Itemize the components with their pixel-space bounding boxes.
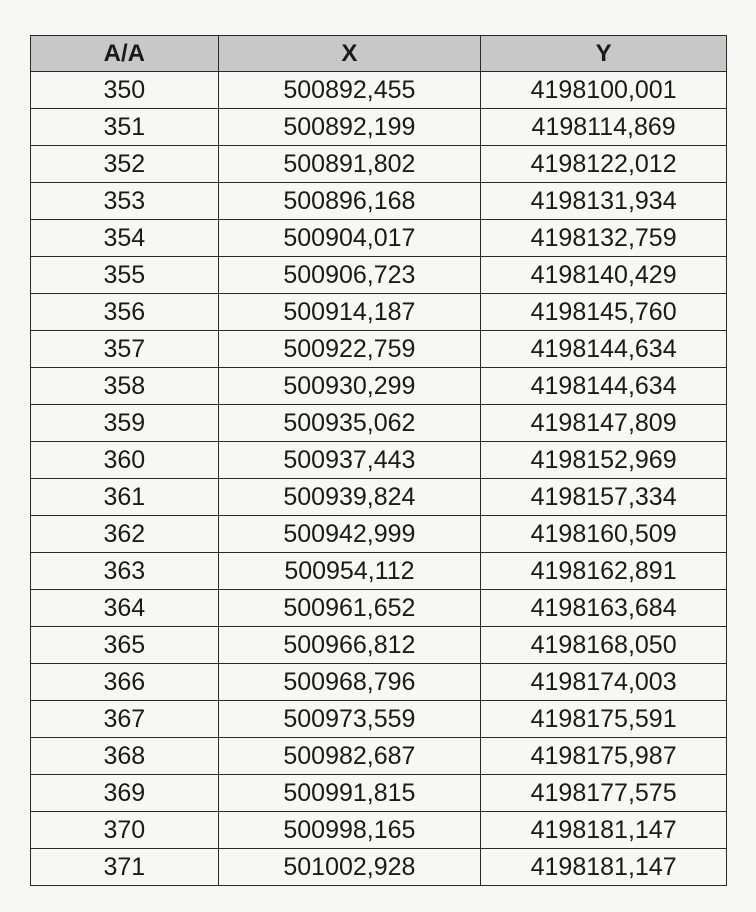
cell-y: 4198122,012	[481, 146, 727, 183]
table-row	[31, 368, 727, 405]
header-aa: A/A	[31, 36, 219, 72]
cell-aa: 369	[31, 775, 219, 812]
cell-x: 500966,812	[218, 627, 481, 664]
cell-x: 500904,017	[218, 220, 481, 257]
cell-aa: 365	[31, 627, 219, 664]
header-row	[31, 36, 727, 72]
cell-x: 500935,062	[218, 405, 481, 442]
cell-aa: 353	[31, 183, 219, 220]
table-row	[31, 775, 727, 812]
cell-aa: 368	[31, 738, 219, 775]
cell-aa: 357	[31, 331, 219, 368]
table-row	[31, 257, 727, 294]
cell-x: 500914,187	[218, 294, 481, 331]
table-row	[31, 331, 727, 368]
cell-y: 4198114,869	[481, 109, 727, 146]
table-row	[31, 479, 727, 516]
header-x: X	[218, 36, 481, 72]
cell-x: 500998,165	[218, 812, 481, 849]
cell-x: 501002,928	[218, 849, 481, 886]
cell-aa: 367	[31, 701, 219, 738]
cell-aa: 354	[31, 220, 219, 257]
table-row	[31, 664, 727, 701]
cell-aa: 351	[31, 109, 219, 146]
cell-aa: 352	[31, 146, 219, 183]
cell-y: 4198163,684	[481, 590, 727, 627]
cell-y: 4198140,429	[481, 257, 727, 294]
cell-y: 4198144,634	[481, 331, 727, 368]
table-row	[31, 183, 727, 220]
cell-aa: 362	[31, 516, 219, 553]
cell-x: 500939,824	[218, 479, 481, 516]
cell-y: 4198168,050	[481, 627, 727, 664]
cell-x: 500896,168	[218, 183, 481, 220]
cell-y: 4198181,147	[481, 812, 727, 849]
cell-aa: 359	[31, 405, 219, 442]
cell-x: 500892,455	[218, 72, 481, 109]
cell-y: 4198175,987	[481, 738, 727, 775]
cell-aa: 371	[31, 849, 219, 886]
cell-y: 4198181,147	[481, 849, 727, 886]
cell-aa: 361	[31, 479, 219, 516]
table-row	[31, 146, 727, 183]
cell-aa: 363	[31, 553, 219, 590]
table-row	[31, 72, 727, 109]
cell-aa: 356	[31, 294, 219, 331]
cell-y: 4198162,891	[481, 553, 727, 590]
cell-y: 4198160,509	[481, 516, 727, 553]
cell-y: 4198174,003	[481, 664, 727, 701]
cell-aa: 350	[31, 72, 219, 109]
table-row	[31, 442, 727, 479]
table-row	[31, 294, 727, 331]
cell-x: 500961,652	[218, 590, 481, 627]
cell-aa: 358	[31, 368, 219, 405]
cell-y: 4198144,634	[481, 368, 727, 405]
cell-y: 4198157,334	[481, 479, 727, 516]
cell-x: 500973,559	[218, 701, 481, 738]
cell-aa: 370	[31, 812, 219, 849]
table-header	[31, 36, 727, 72]
cell-x: 500937,443	[218, 442, 481, 479]
cell-x: 500942,999	[218, 516, 481, 553]
table-row	[31, 812, 727, 849]
cell-x: 500968,796	[218, 664, 481, 701]
table-row	[31, 109, 727, 146]
table-body	[31, 72, 727, 886]
cell-x: 500991,815	[218, 775, 481, 812]
cell-x: 500891,802	[218, 146, 481, 183]
cell-aa: 364	[31, 590, 219, 627]
coordinates-table	[30, 35, 727, 886]
cell-y: 4198175,591	[481, 701, 727, 738]
cell-x: 500906,723	[218, 257, 481, 294]
cell-aa: 355	[31, 257, 219, 294]
table-row	[31, 738, 727, 775]
cell-x: 500930,299	[218, 368, 481, 405]
cell-y: 4198147,809	[481, 405, 727, 442]
cell-y: 4198100,001	[481, 72, 727, 109]
table-row	[31, 849, 727, 886]
cell-x: 500892,199	[218, 109, 481, 146]
header-y: Y	[481, 36, 727, 72]
table-row	[31, 701, 727, 738]
table-row	[31, 220, 727, 257]
table-row	[31, 590, 727, 627]
table-row	[31, 516, 727, 553]
table-row	[31, 405, 727, 442]
cell-x: 500922,759	[218, 331, 481, 368]
cell-y: 4198145,760	[481, 294, 727, 331]
cell-x: 500954,112	[218, 553, 481, 590]
cell-aa: 360	[31, 442, 219, 479]
cell-y: 4198177,575	[481, 775, 727, 812]
cell-y: 4198131,934	[481, 183, 727, 220]
table-row	[31, 627, 727, 664]
cell-aa: 366	[31, 664, 219, 701]
table-row	[31, 553, 727, 590]
cell-y: 4198152,969	[481, 442, 727, 479]
cell-x: 500982,687	[218, 738, 481, 775]
cell-y: 4198132,759	[481, 220, 727, 257]
